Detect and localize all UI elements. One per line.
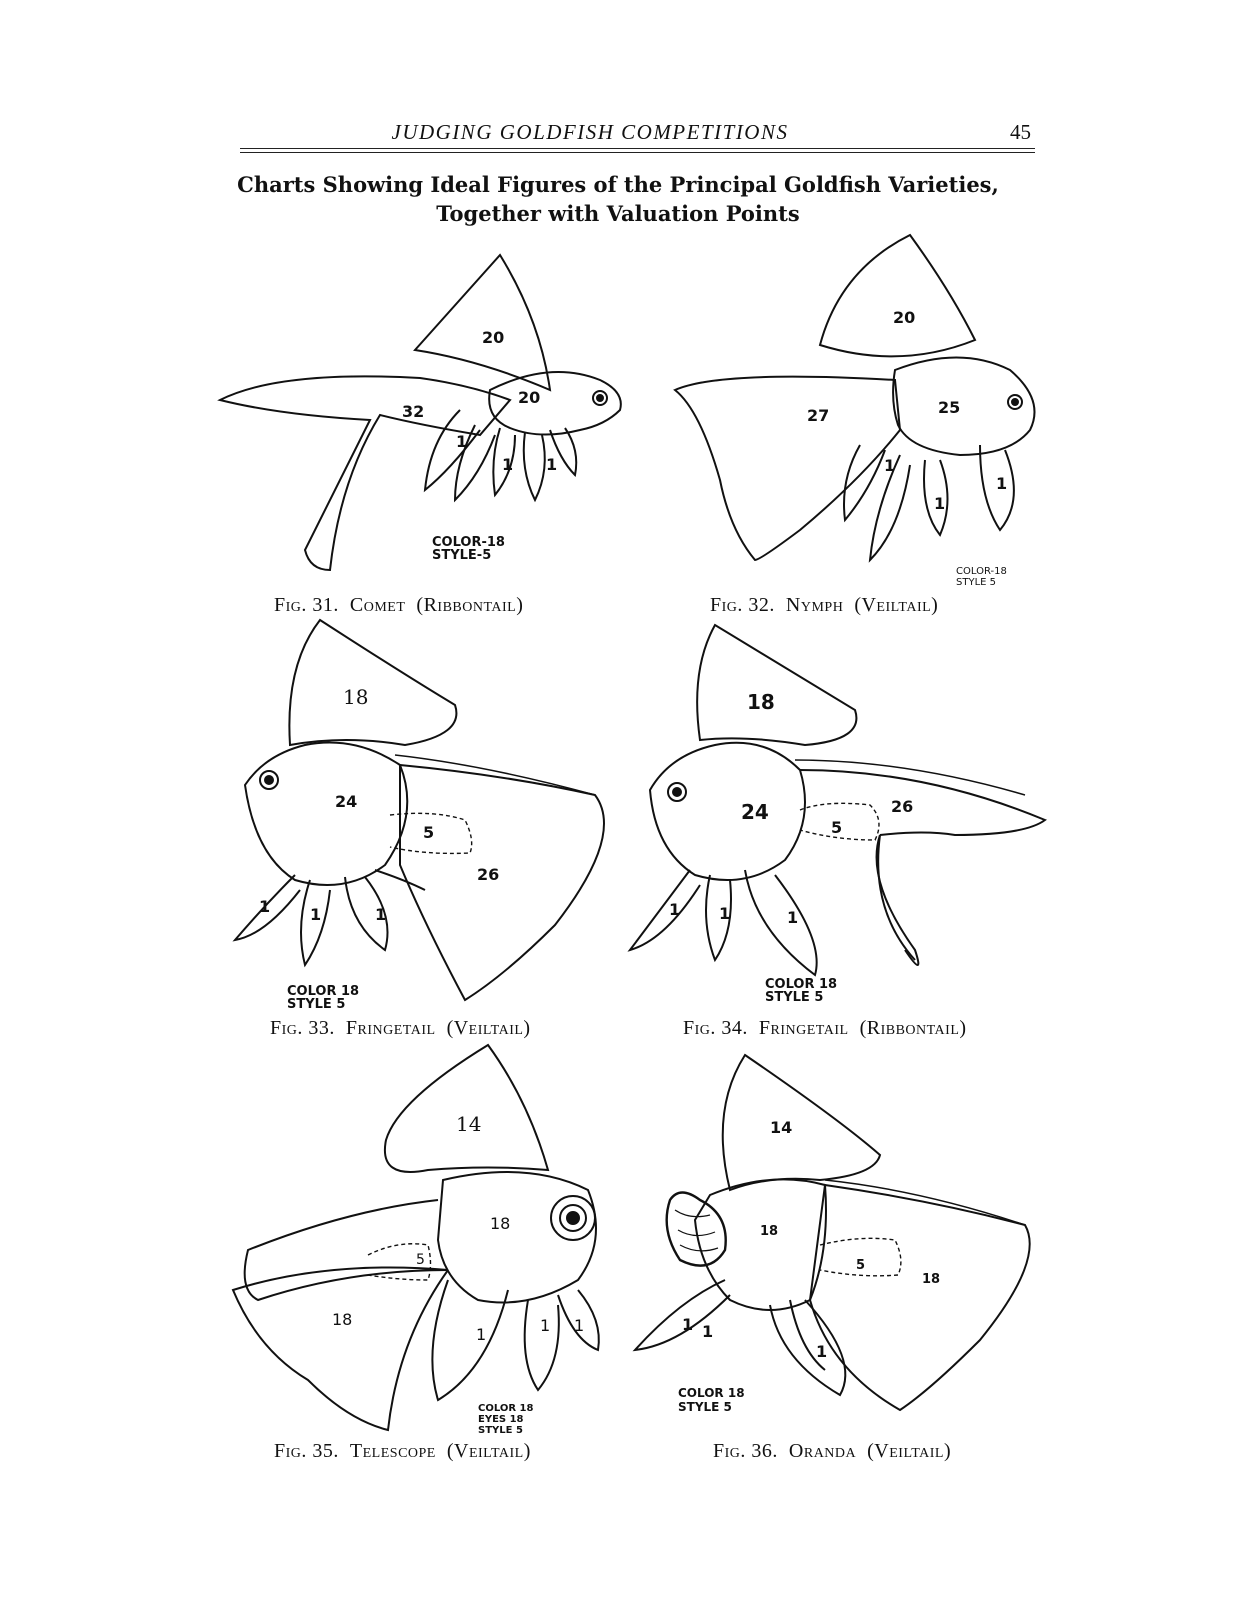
- telescope-style-label: STYLE 5: [478, 1425, 523, 1436]
- fig-31-number: Fig. 31.: [274, 594, 339, 616]
- nymph-fin-points: 1: [884, 456, 896, 475]
- fringetail-veiltail-fin-points: 1: [259, 897, 271, 916]
- telescope-body-points: 18: [490, 1214, 511, 1233]
- telescope-fin-points: 1: [574, 1316, 585, 1335]
- oranda-style-label: STYLE 5: [678, 1400, 732, 1414]
- fringetail-veiltail-valuation-totals: [287, 985, 359, 1011]
- fig-32-name: Nymph: [785, 594, 844, 616]
- oranda-tail-points: 18: [922, 1272, 941, 1287]
- comet-valuation-totals: [432, 536, 505, 562]
- caption-fig-36: [713, 1440, 951, 1463]
- caption-fig-35: [274, 1440, 531, 1463]
- nymph-valuation-totals: [956, 566, 1007, 588]
- fringetail-veiltail-fin-points: 1: [310, 905, 322, 924]
- heading-line-2: Together with Valuation Points: [436, 201, 800, 226]
- running-title: JUDGING GOLDFISH COMPETITIONS: [391, 120, 789, 144]
- comet-tail-points: 32: [402, 402, 425, 421]
- figure-fringetail-veiltail: [225, 615, 635, 1015]
- comet-fin-points: 1: [456, 432, 468, 451]
- comet-style-label: STYLE-5: [432, 548, 492, 563]
- fig-34-type: (Ribbontail): [859, 1017, 967, 1039]
- fig-35-number: Fig. 35.: [274, 1440, 339, 1462]
- fringetail-ribbontail-fin-points: 1: [669, 900, 681, 919]
- fringetail-veiltail-fin-points: 1: [375, 905, 387, 924]
- fig-34-number: Fig. 34.: [683, 1017, 748, 1039]
- telescope-dorsal-points: 14: [456, 1112, 482, 1136]
- comet-fin-points: 1: [502, 455, 514, 474]
- fig-36-type: (Veiltail): [867, 1440, 952, 1462]
- figure-fringetail-ribbontail: [625, 620, 1050, 1005]
- telescope-eyes-label: EYES 18: [478, 1414, 524, 1425]
- telescope-fish-drawing: [228, 1040, 638, 1440]
- nymph-style-label: STYLE 5: [956, 577, 996, 588]
- fringetail-ribbontail-valuation-totals: [765, 978, 837, 1004]
- oranda-color-label: COLOR 18: [678, 1386, 745, 1400]
- nymph-color-label: COLOR-18: [956, 566, 1007, 577]
- nymph-fin-points: 1: [996, 474, 1008, 493]
- fig-33-number: Fig. 33.: [270, 1017, 335, 1039]
- fringetail-ribbontail-tail-points: 26: [891, 797, 914, 816]
- telescope-valuation-totals: [478, 1403, 533, 1436]
- fringetail-veiltail-tail-points: 26: [477, 865, 500, 884]
- comet-fish-drawing: [220, 250, 640, 580]
- nymph-body-points: 25: [938, 398, 961, 417]
- oranda-dorsal-points: 14: [770, 1118, 793, 1137]
- fringetail-ribbontail-fin-points: 1: [787, 908, 799, 927]
- fringetail-veiltail-fish-drawing: [225, 615, 635, 1015]
- oranda-fin-points: 1: [702, 1322, 714, 1341]
- fringetail-veiltail-pectoral-points: 5: [423, 823, 435, 842]
- fig-31-type: (Ribbontail): [416, 594, 524, 616]
- comet-body-points: 20: [518, 388, 541, 407]
- nymph-fin-points: 1: [934, 494, 946, 513]
- fringetail-ribbontail-body-points: 24: [741, 800, 769, 824]
- telescope-tail-points: 18: [332, 1310, 353, 1329]
- nymph-tail-points: 27: [807, 406, 830, 425]
- figure-comet-ribbontail: [220, 250, 640, 580]
- caption-fig-34: [683, 1017, 967, 1040]
- figure-nymph-veiltail: [660, 230, 1060, 590]
- oranda-valuation-totals: [678, 1386, 745, 1414]
- header-rule: [240, 148, 1035, 149]
- page-heading: [180, 170, 1056, 228]
- oranda-fish-drawing: [630, 1050, 1055, 1430]
- fig-36-name: Oranda: [788, 1440, 857, 1462]
- fringetail-ribbontail-pectoral-points: 5: [831, 818, 843, 837]
- caption-fig-33: [270, 1017, 531, 1040]
- page-number: 45: [1010, 120, 1031, 144]
- fig-32-number: Fig. 32.: [710, 594, 775, 616]
- telescope-color-label: COLOR 18: [478, 1403, 534, 1414]
- fringetail-veiltail-style-label: STYLE 5: [287, 997, 346, 1012]
- caption-fig-32: [710, 594, 938, 617]
- fig-32-type: (Veiltail): [854, 594, 939, 616]
- telescope-fin-points: 1: [476, 1325, 487, 1344]
- fringetail-veiltail-color-label: COLOR 18: [287, 984, 360, 999]
- fringetail-ribbontail-dorsal-points: 18: [747, 690, 775, 714]
- comet-dorsal-points: 20: [482, 328, 505, 347]
- fringetail-ribbontail-color-label: COLOR 18: [765, 977, 838, 992]
- oranda-body-points: 18: [760, 1224, 779, 1239]
- header-rule-double: [240, 152, 1035, 153]
- nymph-fish-drawing: [660, 230, 1060, 590]
- fringetail-ribbontail-fish-drawing: [625, 620, 1050, 1000]
- fringetail-veiltail-body-points: 24: [335, 792, 358, 811]
- figure-oranda-veiltail: [630, 1050, 1055, 1430]
- fringetail-veiltail-dorsal-points: 18: [343, 685, 369, 709]
- telescope-fin-points: 1: [540, 1316, 551, 1335]
- nymph-dorsal-points: 20: [893, 308, 916, 327]
- figure-telescope-veiltail: [228, 1040, 638, 1440]
- fringetail-ribbontail-fin-points: 1: [719, 904, 731, 923]
- heading-line-1: Charts Showing Ideal Figures of the Principal Goldfish Varieties,: [237, 172, 999, 197]
- fig-35-name: Telescope: [349, 1440, 436, 1462]
- oranda-fin-points: 1: [682, 1315, 694, 1334]
- comet-fin-points: 1: [546, 455, 558, 474]
- fig-35-type: (Veiltail): [446, 1440, 531, 1462]
- fig-36-number: Fig. 36.: [713, 1440, 778, 1462]
- comet-color-label: COLOR-18: [432, 535, 505, 550]
- fig-33-type: (Veiltail): [446, 1017, 531, 1039]
- fig-31-name: Comet: [349, 594, 406, 616]
- telescope-pectoral-points: 5: [416, 1252, 425, 1268]
- fringetail-ribbontail-style-label: STYLE 5: [765, 990, 824, 1005]
- fig-34-name: Fringetail: [758, 1017, 849, 1039]
- caption-fig-31: [274, 594, 523, 617]
- oranda-pectoral-points: 5: [856, 1258, 866, 1273]
- oranda-fin-points: 1: [816, 1342, 828, 1361]
- running-head: [240, 116, 1035, 146]
- fig-33-name: Fringetail: [345, 1017, 436, 1039]
